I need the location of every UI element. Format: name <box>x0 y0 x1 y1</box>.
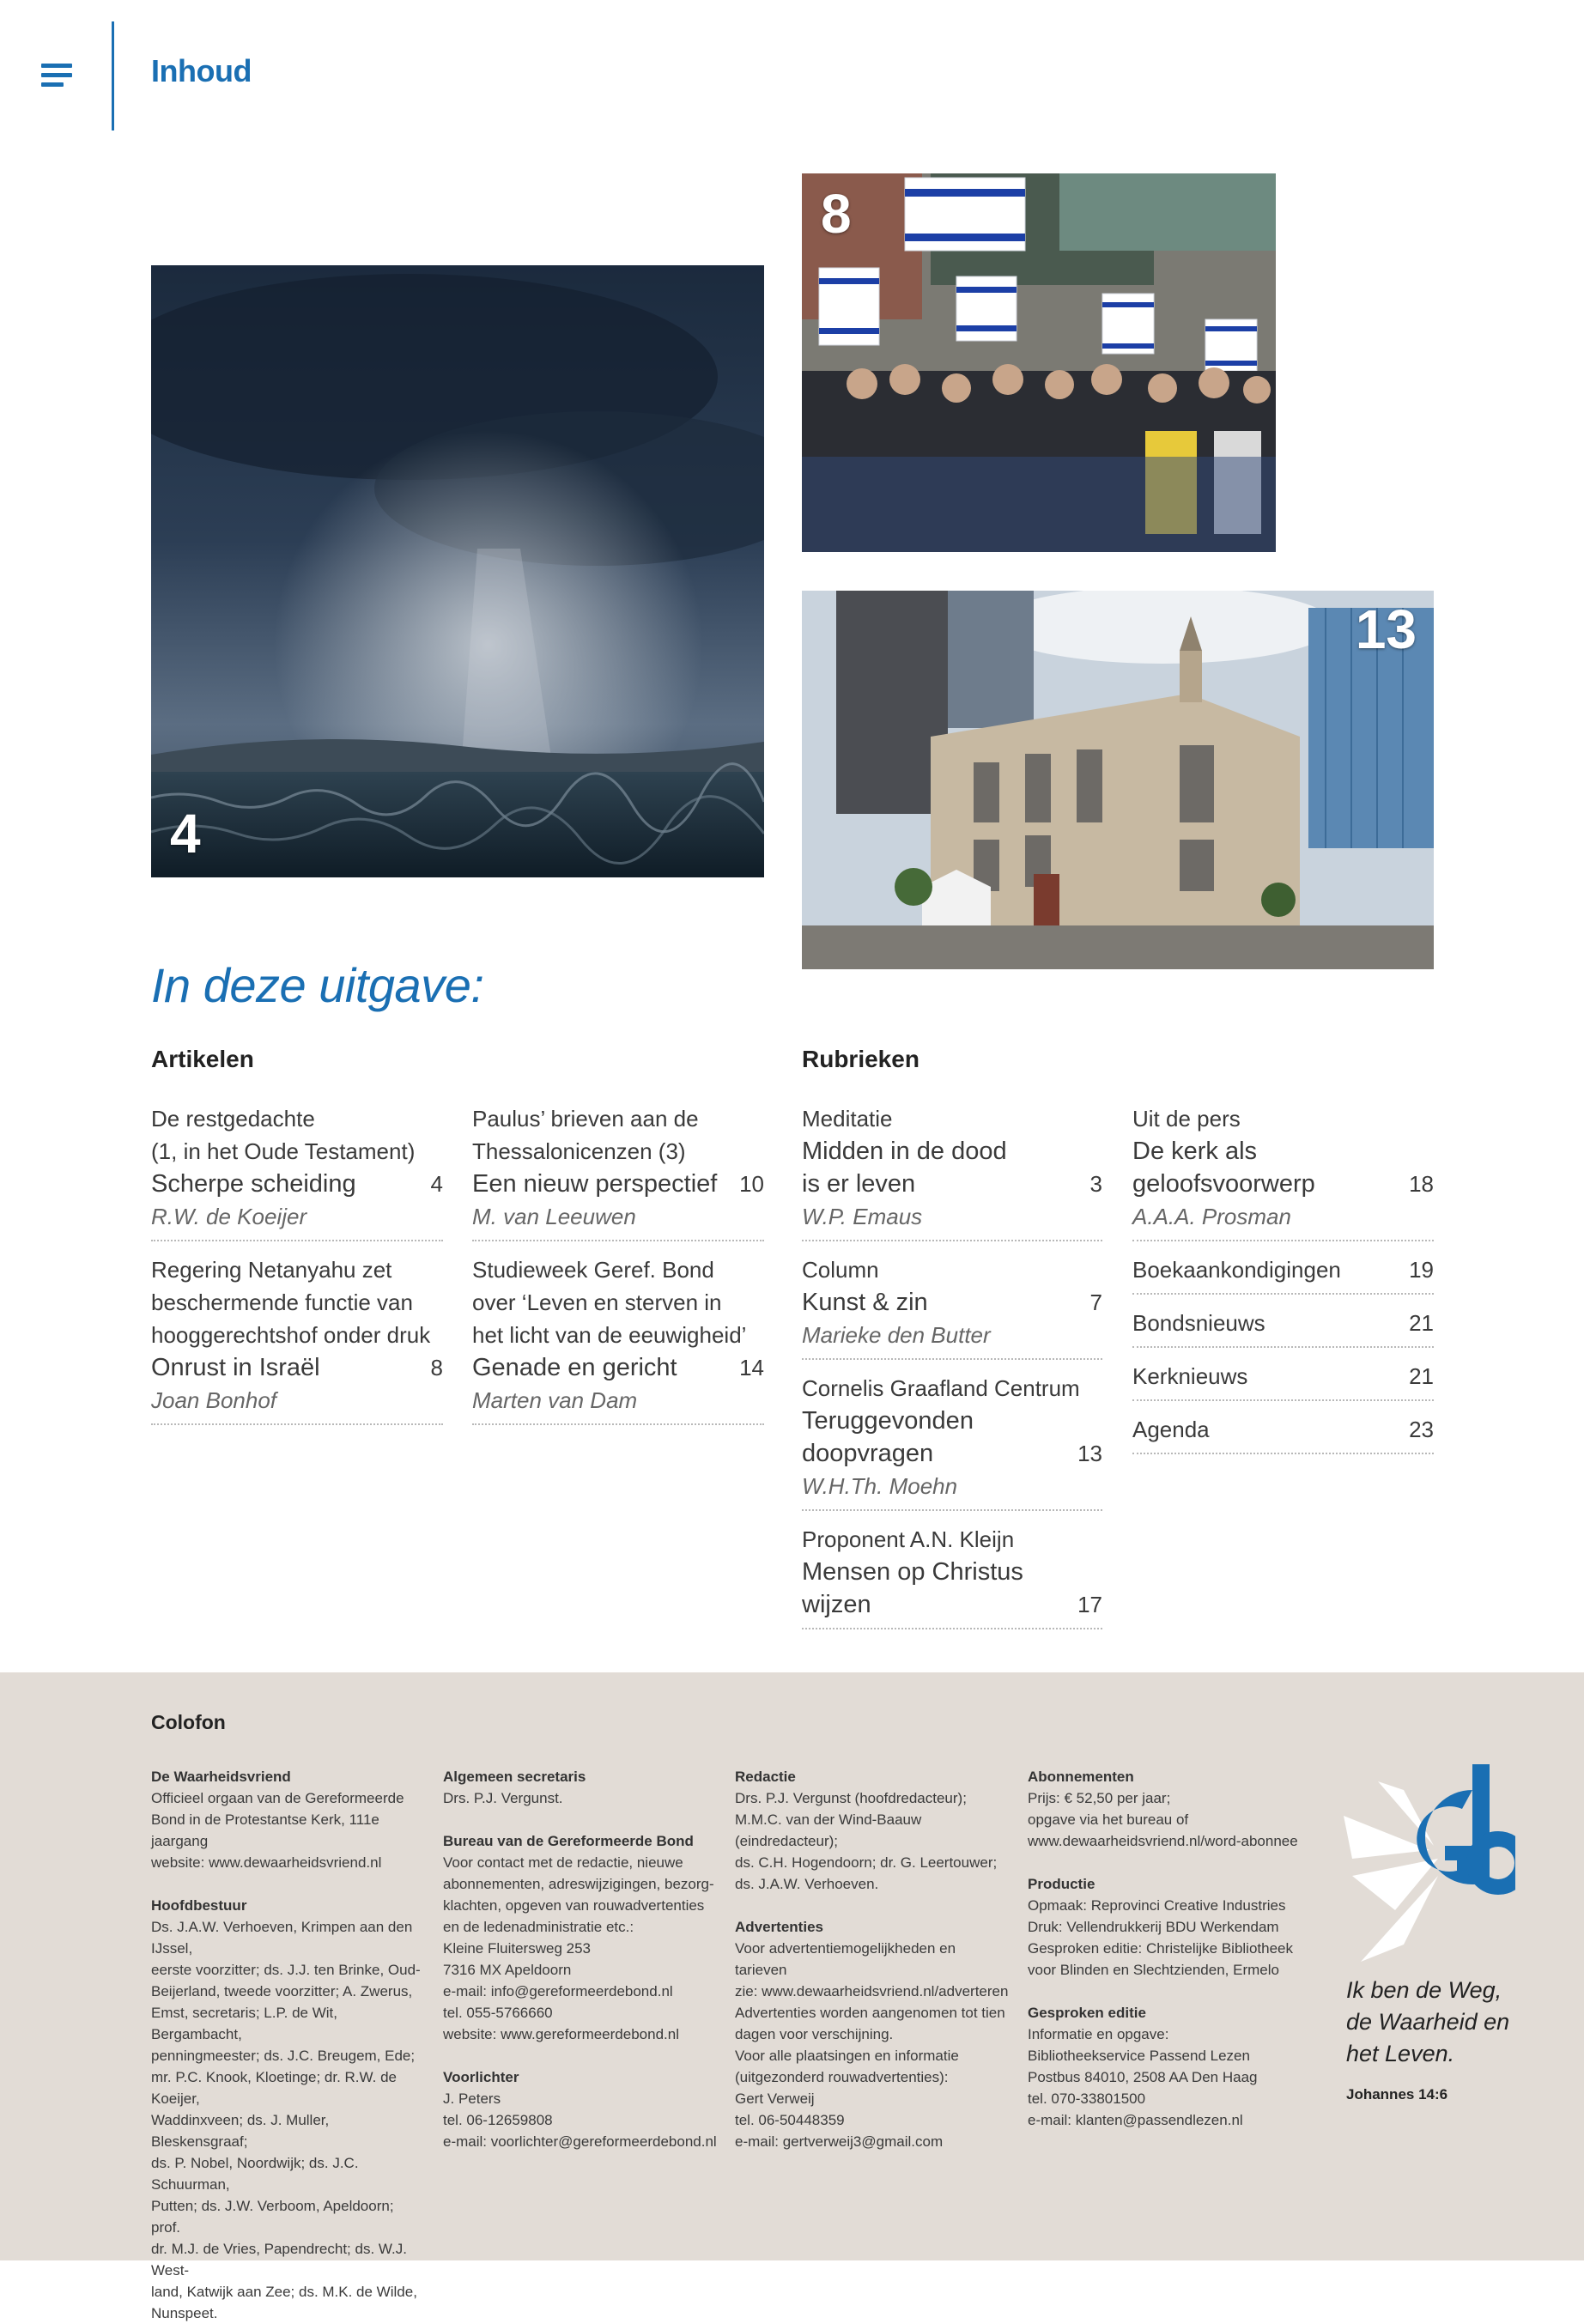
toc-entry-title-row <box>1132 1168 1434 1200</box>
gereformeerde-bond-logo-icon <box>1344 1764 1515 1962</box>
toc-entry-title: Genade en gericht <box>472 1354 677 1381</box>
toc-entry[interactable] <box>1132 1303 1434 1348</box>
toc-entry-title: Een nieuw perspectief <box>472 1170 718 1198</box>
colofon-text: Drs. P.J. Vergunst. <box>443 1790 563 1806</box>
toc-entry-title-row <box>472 1168 764 1200</box>
colofon-column-4 <box>1028 1766 1302 2131</box>
toc-entry-title-row <box>1132 1135 1434 1168</box>
toc-entry-page: 10 <box>739 1171 764 1197</box>
toc-entry-title-row <box>802 1135 1102 1168</box>
toc-entry-kicker: Paulus’ brieven aan de <box>472 1106 699 1132</box>
colofon-text: Drs. P.J. Vergunst (hoofdredacteur); M.M.C. van der Wind-Baauw (eindredacteur); ds. C.H. Hogendoorn; dr. G. Leertouwer; ds. J.A.W. Verhoeven. <box>735 1790 998 1892</box>
toc-entry-kicker: (1, in het Oude Testament) <box>151 1138 416 1164</box>
colofon-heading: Algemeen secretaris <box>443 1769 586 1785</box>
toc-entry-page: 13 <box>1077 1441 1102 1466</box>
page-number-13: 13 <box>1355 598 1417 660</box>
toc-entry-kicker: Regering Netanyahu zet <box>151 1257 392 1283</box>
toc-entry[interactable] <box>151 1099 443 1241</box>
toc-entry-title: Kunst & zin <box>802 1289 928 1316</box>
city-church-photo[interactable] <box>802 591 1434 969</box>
colofon-heading: Abonnementen <box>1028 1769 1134 1785</box>
colofon-heading: Redactie <box>735 1769 796 1785</box>
toc-entry-page: 17 <box>1077 1592 1102 1617</box>
toc-articles-column-1 <box>151 1099 443 1434</box>
colofon-column-3 <box>735 1766 1010 2152</box>
toc-entry-kicker: Cornelis Graafland Centrum <box>802 1375 1080 1401</box>
toc-entry-author: Joan Bonhof <box>151 1387 277 1413</box>
page-title: Inhoud <box>151 53 252 88</box>
toc-entry-page: 3 <box>1089 1171 1102 1197</box>
toc-entry-kicker: Meditatie <box>802 1106 893 1132</box>
toc-entry-kicker: hooggerechtshof onder druk <box>151 1322 431 1348</box>
toc-entry[interactable] <box>1132 1356 1434 1401</box>
colofon-heading: Advertenties <box>735 1919 823 1935</box>
colofon-text: J. Peters tel. 06-12659808 e-mail: voorlichter@gereformeerdebond.nl <box>443 2090 717 2150</box>
colofon-heading: Productie <box>1028 1876 1095 1892</box>
toc-entry-author: W.H.Th. Moehn <box>802 1473 958 1499</box>
toc-entry-title-row <box>151 1351 443 1384</box>
toc-entry-title: Boekaankondigingen <box>1132 1257 1341 1283</box>
section-title-rubrieken: Rubrieken <box>802 1046 919 1072</box>
toc-entry[interactable] <box>802 1368 1102 1511</box>
page-number-4: 4 <box>170 803 201 865</box>
colofon-heading: Gesproken editie <box>1028 2005 1146 2021</box>
toc-entry-title-row <box>802 1405 1102 1437</box>
toc-entry-title: is er leven <box>802 1170 916 1198</box>
toc-entry-kicker: Proponent A.N. Kleijn <box>802 1526 1015 1552</box>
toc-entry-page: 14 <box>739 1355 764 1380</box>
nav-divider <box>112 21 114 130</box>
colofon-title: Colofon <box>151 1711 226 1733</box>
bible-quote: Ik ben de Weg, de Waarheid en het Leven. <box>1346 1977 1510 2066</box>
toc-entry-title: Kerknieuws <box>1132 1363 1248 1389</box>
toc-entry-title: doopvragen <box>802 1440 934 1467</box>
toc-entry-title-row <box>802 1437 1102 1470</box>
colofon-heading: Hoofdbestuur <box>151 1897 247 1914</box>
storm-sea-photo[interactable] <box>151 265 764 877</box>
page-number-8: 8 <box>821 183 852 245</box>
toc-entry[interactable] <box>802 1250 1102 1360</box>
colofon-text: Informatie en opgave: Bibliotheekservice Passend Lezen Postbus 84010, 2508 AA Den Haag tel. 070-33801500 e-mail: klanten@passendlezen.nl <box>1028 2026 1258 2128</box>
toc-entry-kicker: De restgedachte <box>151 1106 315 1132</box>
toc-entry-title-row <box>802 1556 1102 1588</box>
israel-flags-protest-photo[interactable] <box>802 173 1276 552</box>
colofon-heading: Voorlichter <box>443 2069 519 2085</box>
colofon-column-1 <box>151 1766 426 2324</box>
toc-entry-author: Marten van Dam <box>472 1387 638 1413</box>
toc-entry[interactable] <box>1132 1099 1434 1241</box>
toc-entry-title-row <box>472 1351 764 1384</box>
toc-entry-page: 21 <box>1409 1310 1434 1336</box>
colofon-text: Ds. J.A.W. Verhoeven, Krimpen aan den IJssel, eerste voorzitter; ds. J.J. ten Brinke, Oud- Beijerland, tweede voorzitter; A. Zwerus, Emst, secretaris; L.P. de Wit, Bergambacht, penningmeester; ds. J.C. Breugem, Ede; mr. P.C. Knook, Kloetinge; dr. R.W. de Koeijer, Waddinxveen; ds. J. Muller, Bleskensgraaf; ds. P. Nobel, Noordwijk; ds. J.C. Schuurman, Putten; ds. J.W. Verboom, Apeldoorn; prof. dr. M.J. de Vries, Papendrecht; ds. W.J. West- land, Katwijk aan Zee; ds. M.K. de Wilde, Nunspeet. <box>151 1919 421 2321</box>
colofon-heading: Bureau van de Gereformeerde Bond <box>443 1833 694 1849</box>
toc-articles-column-2 <box>472 1099 764 1434</box>
toc-entry[interactable] <box>1132 1410 1434 1454</box>
toc-entry-title-row <box>802 1168 1102 1200</box>
toc-entry-page: 8 <box>430 1355 443 1380</box>
toc-entry-author: A.A.A. Prosman <box>1132 1204 1291 1229</box>
toc-entry-title: geloofsvoorwerp <box>1132 1170 1315 1198</box>
toc-entry-kicker: Uit de pers <box>1132 1106 1241 1132</box>
toc-entry-title: De kerk als <box>1132 1138 1258 1165</box>
hamburger-menu-icon[interactable] <box>41 64 72 88</box>
toc-entry[interactable] <box>151 1250 443 1425</box>
toc-entry-title: Bondsnieuws <box>1132 1310 1265 1336</box>
toc-entry-page: 18 <box>1409 1171 1434 1197</box>
colofon-column-2 <box>443 1766 718 2152</box>
toc-entry-kicker: beschermende functie van <box>151 1289 413 1315</box>
colofon-text: Voor advertentiemogelijkheden en tarieven zie: www.dewaarheidsvriend.nl/adverteren Advertenties worden aangenomen tot tien dagen voor verschijning. Voor alle plaatsingen en informatie (uitgezonderd rouwadvertenties): Gert Verweij tel. 06-50448359 e-mail: gertverweij3@gmail.com <box>735 1940 1009 2150</box>
toc-entry-title-row <box>802 1588 1102 1621</box>
toc-entry-title: Mensen op Christus <box>802 1558 1023 1586</box>
toc-entry-author: M. van Leeuwen <box>472 1204 636 1229</box>
section-title-artikelen: Artikelen <box>151 1046 254 1072</box>
toc-rubrieken-column-2 <box>1132 1099 1434 1463</box>
toc-entry-title: Teruggevonden <box>802 1407 974 1435</box>
toc-entry-title: Midden in de dood <box>802 1138 1007 1165</box>
toc-entry[interactable] <box>802 1099 1102 1241</box>
toc-entry-author: R.W. de Koeijer <box>151 1204 307 1229</box>
toc-entry-title: wijzen <box>802 1591 871 1618</box>
colofon-text: Prijs: € 52,50 per jaar; opgave via het bureau of www.dewaarheidsvriend.nl/word-abonnee <box>1028 1790 1298 1849</box>
toc-entry-title: Onrust in Israël <box>151 1354 320 1381</box>
toc-entry-page: 4 <box>430 1171 443 1197</box>
toc-entry-author: Marieke den Butter <box>802 1322 991 1348</box>
toc-entry-title: Scherpe scheiding <box>151 1170 356 1198</box>
toc-rubrieken-column-1 <box>802 1099 1102 1638</box>
toc-entry-title: Agenda <box>1132 1417 1210 1442</box>
colofon-text: Officieel orgaan van de Gereformeerde Bond in de Protestantse Kerk, 111e jaargang website: www.dewaarheidsvriend.nl <box>151 1790 404 1871</box>
colofon-text: Voor contact met de redactie, nieuwe abonnementen, adreswijzigingen, bezorg- klachten, opgeven van rouwadvertenties en de ledenadministratie etc.: Kleine Fluitersweg 253 7316 MX Apeldoorn e-mail: info@gereformeerdebond.nl tel. 055-5766660 website: www.gereformeerdebond.nl <box>443 1854 714 2042</box>
toc-entry-page: 23 <box>1409 1417 1434 1442</box>
toc-entry[interactable] <box>472 1099 764 1241</box>
toc-entry-page: 21 <box>1409 1363 1434 1389</box>
toc-entry[interactable] <box>802 1520 1102 1629</box>
toc-entry-page: 19 <box>1409 1257 1434 1283</box>
toc-entry-page: 7 <box>1089 1289 1102 1315</box>
toc-entry[interactable] <box>472 1250 764 1425</box>
toc-entry-title-row <box>802 1286 1102 1319</box>
toc-entry-kicker: Thessalonicenzen (3) <box>472 1138 686 1164</box>
toc-entry-kicker: Column <box>802 1257 879 1283</box>
bible-quote-reference: Johannes 14:6 <box>1346 2086 1448 2103</box>
toc-entry-title-row <box>151 1168 443 1200</box>
colofon-heading: De Waarheidsvriend <box>151 1769 291 1785</box>
toc-entry-author: W.P. Emaus <box>802 1204 923 1229</box>
issue-heading: In deze uitgave: <box>151 958 484 1012</box>
toc-entry-kicker: over ‘Leven en sterven in <box>472 1289 722 1315</box>
toc-entry[interactable] <box>1132 1250 1434 1295</box>
colofon-text: Opmaak: Reprovinci Creative Industries Druk: Vellendrukkerij BDU Werkendam Gesproken editie: Christelijke Bibliotheek voor Blinden en Slechtzienden, Ermelo <box>1028 1897 1293 1978</box>
toc-entry-kicker: het licht van de eeuwigheid’ <box>472 1322 747 1348</box>
toc-entry-kicker: Studieweek Geref. Bond <box>472 1257 714 1283</box>
